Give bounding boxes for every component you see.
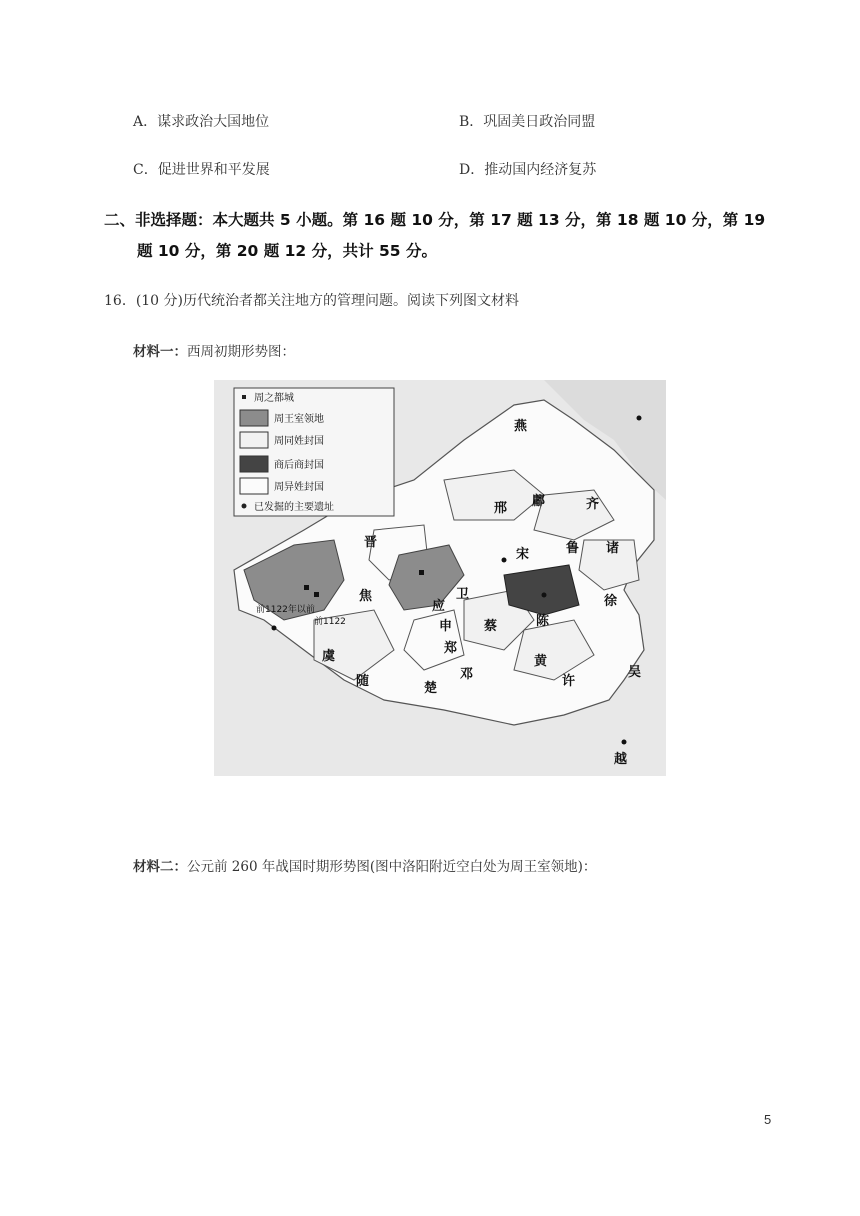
legend-royal: 周王室领地 <box>274 414 324 425</box>
page-number: 5 <box>764 1112 772 1127</box>
state-xu2: 许 <box>562 674 576 689</box>
state-ying: 应 <box>432 599 446 614</box>
state-lu: 鲁 <box>566 541 580 556</box>
option-d: D．推动国内经济复苏 <box>459 162 597 178</box>
state-yan: 燕 <box>514 419 528 434</box>
state-wei: 卫 <box>456 587 470 602</box>
state-zheng: 郑 <box>444 641 458 656</box>
option-c: C．促进世界和平发展 <box>133 162 270 178</box>
legend-other-surname: 周异姓封国 <box>274 482 324 493</box>
state-chu: 楚 <box>424 681 438 696</box>
option-a: A．谋求政治大国地位 <box>133 114 270 130</box>
material-1-text: 西周初期形势图： <box>187 344 295 360</box>
material-2-text: 公元前 260 年战国时期形势图(图中洛阳附近空白处为周王室领地)： <box>187 859 597 875</box>
state-jin: 晋 <box>364 535 378 550</box>
state-deng: 邓 <box>460 667 474 682</box>
state-jiao: 焦 <box>359 589 373 604</box>
state-qi: 齐 <box>586 497 600 512</box>
material-1-caption <box>133 340 295 360</box>
state-yue: 越 <box>614 752 628 767</box>
annotation-before-1122: 前1122年以前 <box>256 605 315 615</box>
state-shen: 申 <box>439 619 453 634</box>
legend-same-surname: 周同姓封国 <box>274 436 324 447</box>
state-sui: 随 <box>356 674 370 689</box>
state-wu: 吴 <box>628 665 642 680</box>
material-1-label: 材料一： <box>133 344 187 360</box>
option-b: B．巩固美日政治同盟 <box>459 114 596 130</box>
legend-capital: 周之都城 <box>254 393 294 404</box>
state-yong: 鄘 <box>532 494 546 509</box>
material-2-caption <box>133 855 596 875</box>
state-yu: 虞 <box>322 649 336 664</box>
legend-sites: 已发掘的主要遗址 <box>254 502 334 513</box>
legend-shang: 商后商封国 <box>274 460 324 471</box>
state-huang: 黄 <box>534 654 548 669</box>
section-heading-line1: 二、非选择题：本大题共 5 小题。第 16 题 10 分，第 17 题 13 分，第 18 题 10 分，第 19 <box>104 211 766 229</box>
section-heading <box>104 205 784 267</box>
western-zhou-map <box>214 380 666 776</box>
state-song: 宋 <box>516 547 530 562</box>
state-xu: 徐 <box>604 594 618 609</box>
question-16-stem: 16．(10 分)历代统治者都关注地方的管理问题。阅读下列图文材料 <box>104 293 520 309</box>
state-cai: 蔡 <box>484 619 498 634</box>
state-chen: 陈 <box>536 614 550 629</box>
state-zhu: 诸 <box>606 541 620 556</box>
annotation-1122: 前1122 <box>314 617 346 627</box>
section-heading-line2: 题 10 分，第 20 题 12 分，共计 55 分。 <box>137 242 437 260</box>
state-xing: 邢 <box>494 501 508 516</box>
material-2-label: 材料二： <box>133 859 187 875</box>
